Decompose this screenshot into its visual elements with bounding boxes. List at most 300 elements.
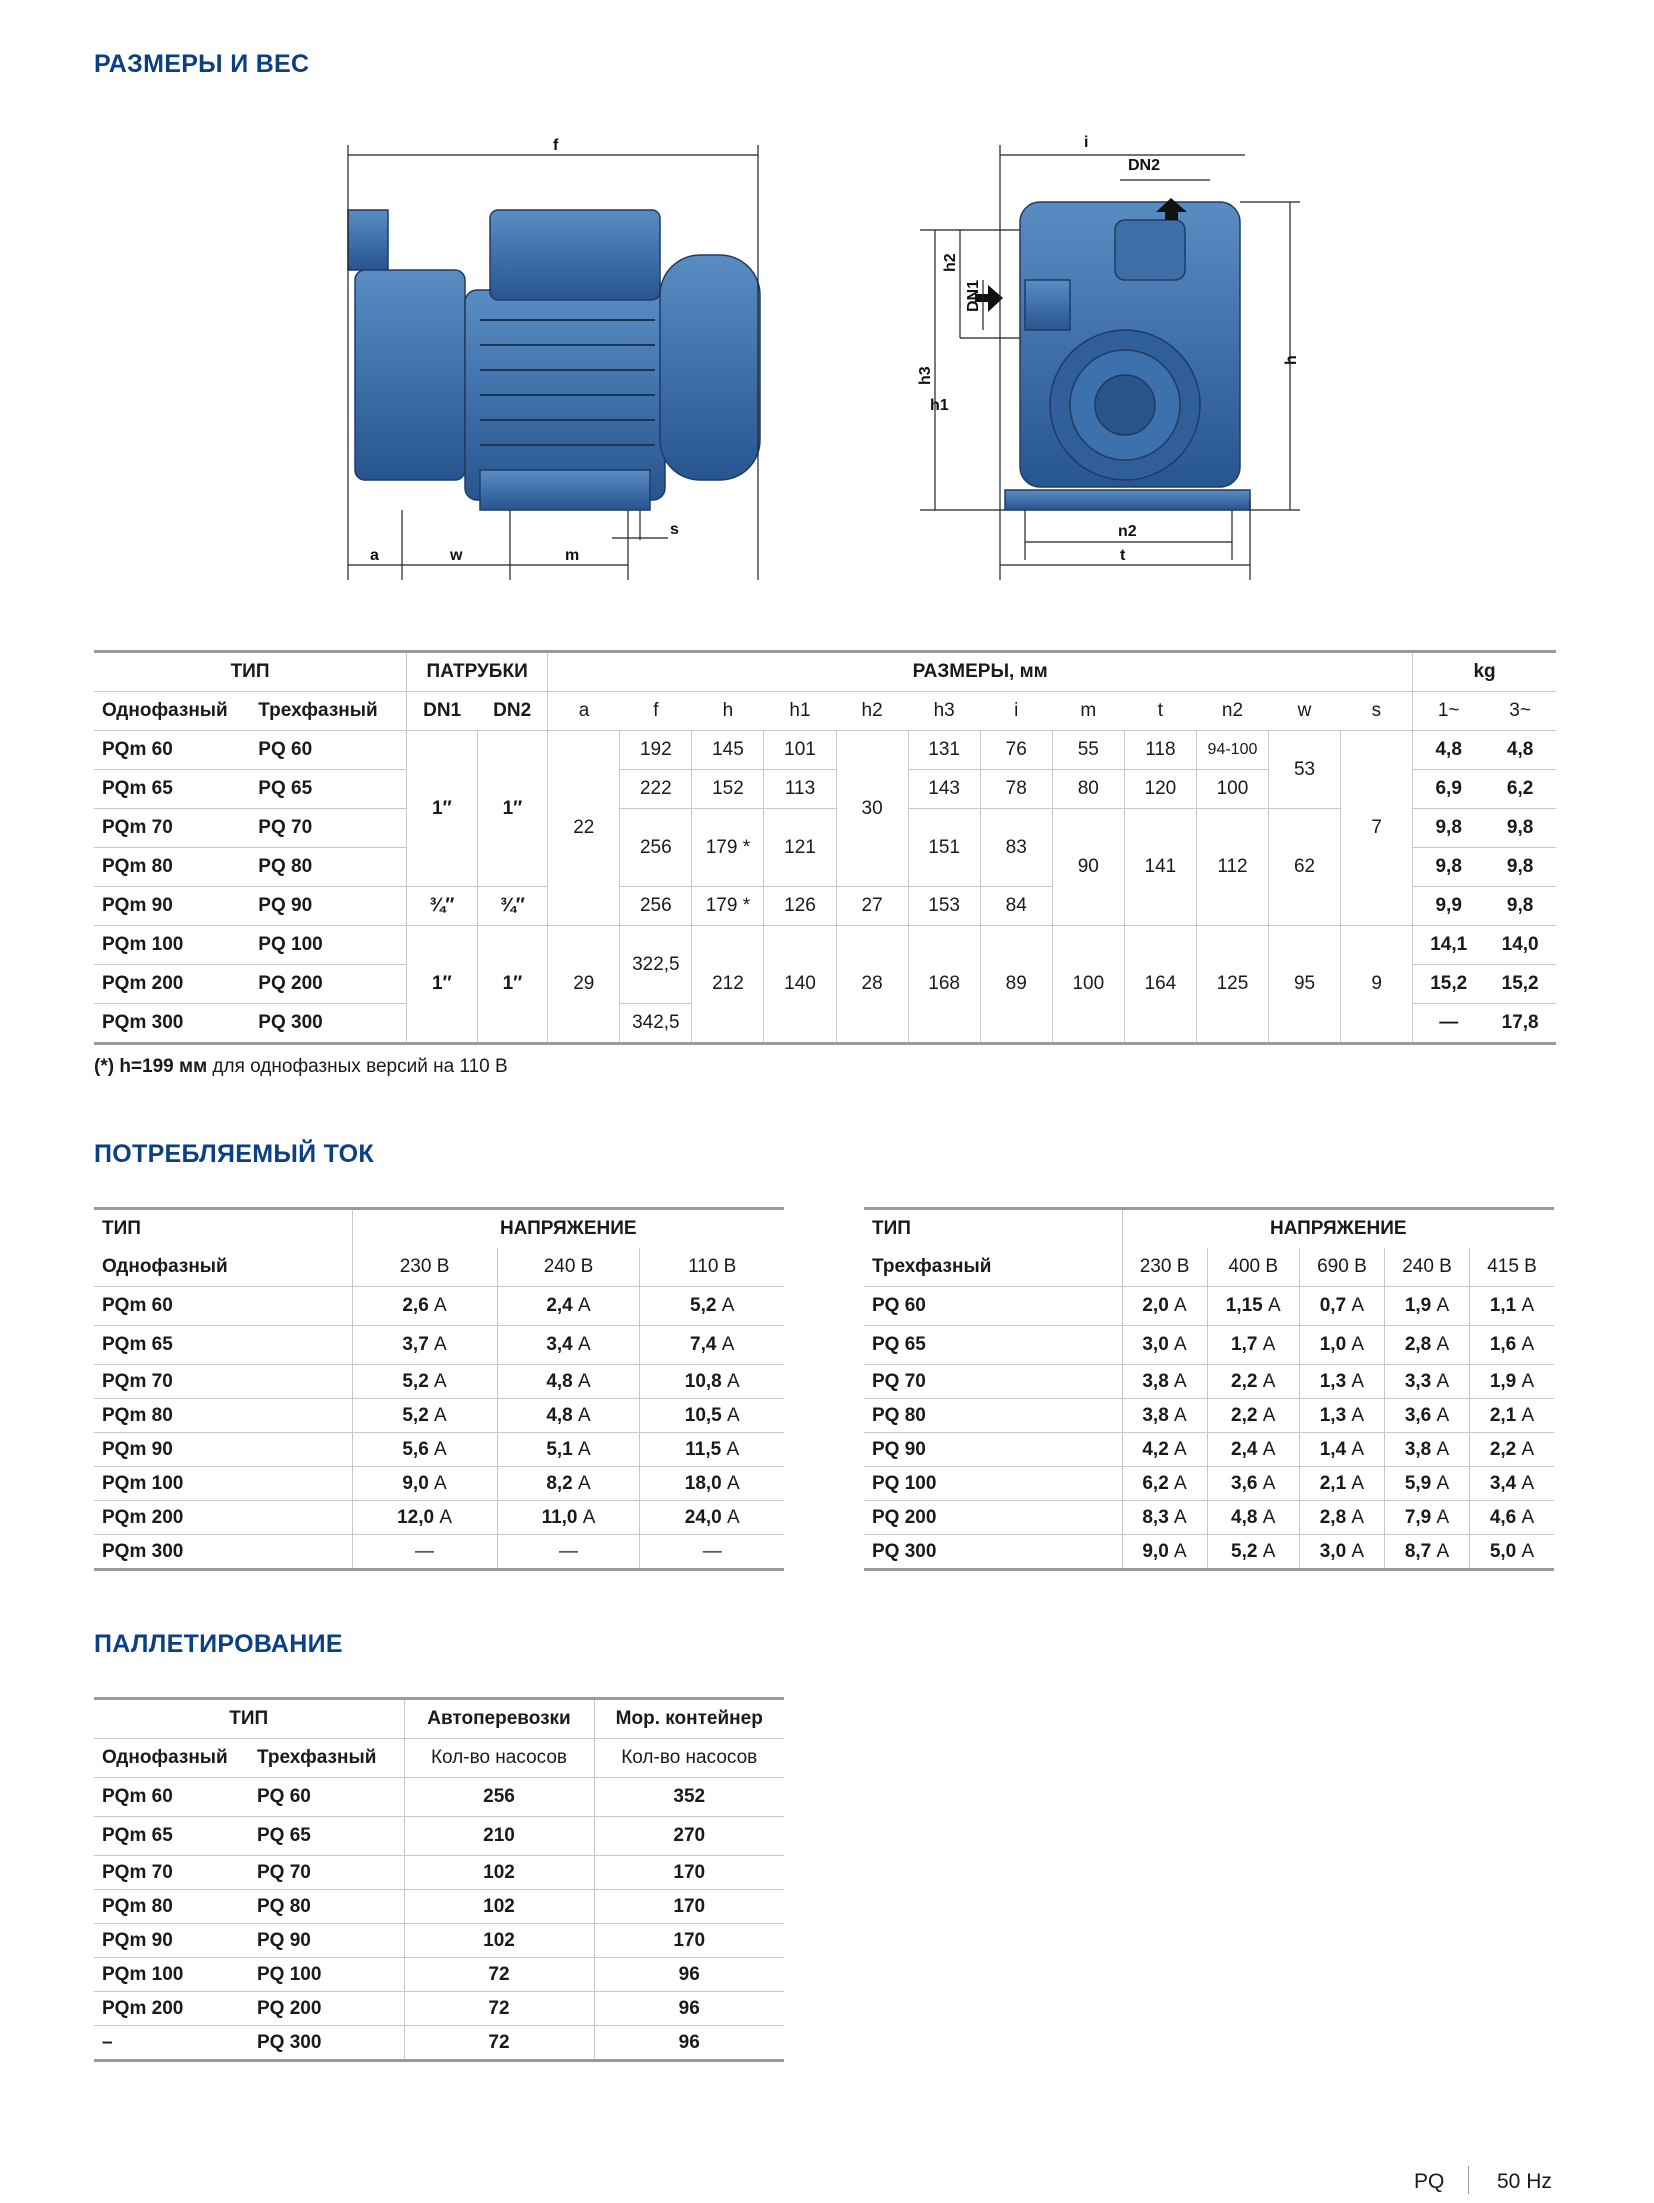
- current-value: [1299, 1287, 1384, 1326]
- kg3-value: 17,8: [1501, 1012, 1539, 1033]
- current-number: 2,2: [1231, 1370, 1258, 1392]
- current-value: [1122, 1501, 1207, 1535]
- table-row: [94, 1778, 784, 1817]
- truck-qty: 72: [404, 2026, 594, 2061]
- current-number: 4,2: [1142, 1438, 1169, 1460]
- dim-label-f: f: [553, 137, 559, 154]
- dn1-value: ¾″: [407, 887, 478, 926]
- current-value: [497, 1365, 640, 1399]
- kg1-value: 6,9: [1435, 778, 1462, 799]
- model-single: PQm 90: [102, 1929, 173, 1951]
- current-number: 12,0: [397, 1506, 435, 1528]
- current-number: 11,0: [541, 1506, 578, 1528]
- model-name: PQm 60: [102, 1295, 173, 1316]
- truck-qty: 102: [404, 1856, 594, 1890]
- dim-label-a: a: [370, 547, 379, 564]
- current-value: [1207, 1467, 1299, 1501]
- current-value: [1299, 1399, 1384, 1433]
- current-unit: А: [434, 1334, 447, 1355]
- dim-label-i: i: [1084, 134, 1089, 151]
- kg1-value: —: [1439, 1012, 1459, 1033]
- i-value: 78: [980, 770, 1052, 809]
- model-name: PQm 70: [102, 1370, 173, 1392]
- table-row: [864, 1501, 1554, 1535]
- dim-label-h3: h3: [917, 366, 934, 385]
- kg3-value: 14,0: [1501, 934, 1539, 955]
- current-number: 5,0: [1489, 1540, 1517, 1562]
- dn2-value: 1″: [477, 926, 548, 1044]
- current-value: [497, 1467, 640, 1501]
- pump-drawing: [0, 120, 1654, 720]
- current-unit: А: [578, 1370, 591, 1392]
- kg1-value: 9,8: [1435, 856, 1462, 877]
- table-row: [94, 2026, 784, 2061]
- current-value: [1207, 1501, 1299, 1535]
- current-value: [352, 1501, 497, 1535]
- current-unit: А: [1262, 1334, 1276, 1355]
- current-number: 3,0: [1142, 1334, 1169, 1355]
- dim-label-h2: h2: [942, 253, 959, 272]
- current-unit: А: [1351, 1472, 1365, 1494]
- current-number: 5,2: [402, 1370, 429, 1392]
- h-value: 152: [692, 770, 764, 809]
- current-number: 9,0: [1142, 1540, 1169, 1562]
- header-type: ТИП: [872, 1218, 911, 1239]
- current-unit: А: [1521, 1472, 1535, 1494]
- current-value: [497, 1433, 640, 1467]
- model-single: PQm 65: [102, 778, 173, 799]
- s-value: 7: [1341, 731, 1413, 926]
- header-sea: Мор. контейнер: [594, 1699, 784, 1739]
- col-h3: h3: [933, 700, 955, 721]
- col-t: t: [1157, 700, 1164, 721]
- current-number: 2,8: [1404, 1334, 1432, 1355]
- current-value: [1299, 1365, 1384, 1399]
- model-name: PQm 90: [102, 1438, 173, 1460]
- current-value: [497, 1326, 640, 1365]
- table-row: [864, 1399, 1554, 1433]
- col-i: i: [1014, 700, 1019, 721]
- current-value: [1122, 1287, 1207, 1326]
- current-unit: А: [1436, 1404, 1450, 1426]
- dim-label-dn1: DN1: [965, 279, 982, 312]
- kg1-value: 15,2: [1430, 973, 1468, 994]
- current-value: [1384, 1467, 1469, 1501]
- header-three: Трехфазный: [257, 1747, 377, 1768]
- table-row: [94, 1326, 784, 1365]
- header-dn2: DN2: [493, 700, 532, 721]
- h1-value: 101: [764, 731, 836, 770]
- current-unit: А: [1351, 1540, 1365, 1562]
- current-unit: А: [1436, 1506, 1450, 1528]
- current-number: 5,2: [690, 1295, 717, 1316]
- table-row: [864, 1467, 1554, 1501]
- dim-label-h1: h1: [930, 397, 949, 414]
- current-unit: А: [727, 1506, 740, 1528]
- header-three: Трехфазный: [258, 700, 378, 721]
- w-value: 95: [1269, 926, 1341, 1044]
- volt-col: 690 В: [1299, 1248, 1384, 1287]
- current-number: 24,0: [684, 1506, 722, 1528]
- header-kg: kg: [1413, 652, 1556, 692]
- m-value: 100: [1052, 926, 1124, 1044]
- current-number: 5,1: [546, 1438, 573, 1460]
- current-title: ПОТРЕБЛЯЕМЫЙ ТОК: [94, 1140, 374, 1168]
- current-unit: А: [726, 1438, 740, 1460]
- current-unit: А: [1436, 1370, 1450, 1392]
- model-three: PQ 100: [257, 1963, 322, 1985]
- current-unit: А: [721, 1295, 735, 1316]
- model-single: PQm 70: [102, 817, 173, 838]
- current-number: 3,7: [402, 1334, 429, 1355]
- model-single: PQm 80: [102, 856, 173, 877]
- model-name: PQ 70: [872, 1370, 926, 1392]
- current-unit: А: [1174, 1404, 1187, 1426]
- current-unit: А: [1268, 1295, 1281, 1316]
- current-unit: А: [727, 1404, 740, 1426]
- a-value: 22: [548, 731, 620, 926]
- footnote: [94, 1056, 508, 1078]
- volt-col: 110 В: [640, 1248, 784, 1287]
- sea-qty: 170: [594, 1856, 784, 1890]
- current-unit: А: [1436, 1438, 1450, 1460]
- current-unit: А: [439, 1506, 453, 1528]
- side-view: [348, 210, 760, 510]
- model-name: PQm 100: [102, 1472, 184, 1494]
- current-unit: А: [1174, 1334, 1187, 1355]
- t-value: 120: [1124, 770, 1196, 809]
- current-unit: А: [1521, 1540, 1535, 1562]
- current-value: [1122, 1535, 1207, 1570]
- current-number: 9,0: [402, 1472, 429, 1494]
- col-kg3: 3~: [1509, 700, 1531, 721]
- h-value: 179 *: [692, 887, 764, 926]
- dim-label-w: w: [450, 547, 463, 564]
- current-unit: А: [1351, 1370, 1365, 1392]
- pallet-title: ПАЛЛЕТИРОВАНИЕ: [94, 1630, 343, 1658]
- current-unit: А: [1436, 1295, 1450, 1316]
- model-single: PQm 100: [102, 934, 184, 955]
- current-unit: А: [1351, 1334, 1365, 1355]
- current-number: 2,4: [546, 1295, 573, 1316]
- sea-qty: 170: [594, 1924, 784, 1958]
- h3-value: 131: [928, 739, 960, 760]
- current-value: [1207, 1287, 1299, 1326]
- t-value: 164: [1124, 926, 1196, 1044]
- current-unit: А: [1351, 1506, 1365, 1528]
- h1-value: 113: [764, 770, 836, 809]
- kg1-value: 9,9: [1435, 895, 1462, 916]
- current-unit: А: [1521, 1438, 1535, 1460]
- i-value: 76: [980, 731, 1052, 770]
- w-value: 62: [1269, 809, 1341, 926]
- volt-col: 400 В: [1207, 1248, 1299, 1287]
- current-number: 1,15: [1225, 1295, 1263, 1316]
- current-unit: А: [434, 1472, 447, 1494]
- current-value: [1299, 1501, 1384, 1535]
- current-number: 1,4: [1319, 1438, 1347, 1460]
- current-unit: А: [578, 1438, 591, 1460]
- f-value: 342,5: [632, 1012, 680, 1033]
- model-three: PQ 200: [257, 1997, 322, 2019]
- current-value: [1470, 1287, 1554, 1326]
- current-unit: А: [1521, 1506, 1535, 1528]
- current-value: [352, 1535, 497, 1570]
- current-number: 2,0: [1142, 1295, 1169, 1316]
- col-s: s: [1371, 700, 1382, 721]
- header-truck: Автоперевозки: [404, 1699, 594, 1739]
- t-value: 141: [1124, 809, 1196, 926]
- current-number: 1,3: [1319, 1370, 1347, 1392]
- table-row: [864, 1535, 1554, 1570]
- current-number: 5,2: [402, 1404, 429, 1426]
- current-value: [1122, 1326, 1207, 1365]
- table-row: [864, 1433, 1554, 1467]
- current-unit: А: [1436, 1472, 1450, 1494]
- current-value: [1470, 1535, 1554, 1570]
- current-value: [1384, 1287, 1469, 1326]
- current-number: 4,8: [546, 1404, 573, 1426]
- current-value: [640, 1501, 784, 1535]
- current-value: [1470, 1501, 1554, 1535]
- current-number: 7,4: [690, 1334, 717, 1355]
- current-number: 1,9: [1489, 1370, 1517, 1392]
- current-value: [1122, 1467, 1207, 1501]
- current-number: 10,8: [684, 1370, 722, 1392]
- current-value: [497, 1501, 640, 1535]
- col-h1: h1: [789, 700, 811, 721]
- current-unit: А: [578, 1295, 591, 1316]
- current-value: [1384, 1433, 1469, 1467]
- m-value: 80: [1052, 770, 1124, 809]
- current-unit: А: [1262, 1370, 1276, 1392]
- dim-label-t: t: [1120, 547, 1126, 564]
- col-a: a: [548, 692, 620, 731]
- m-value: 90: [1052, 809, 1124, 926]
- current-number: 3,3: [1404, 1370, 1432, 1392]
- current-value: [1207, 1365, 1299, 1399]
- model-single: PQm 65: [102, 1825, 173, 1846]
- current-number: —: [415, 1540, 435, 1562]
- current-value: [1384, 1399, 1469, 1433]
- header-ports: ПАТРУБКИ: [407, 652, 548, 692]
- col-w: w: [1297, 700, 1312, 721]
- kg1-value: 9,8: [1435, 817, 1462, 838]
- model-name: PQm 300: [102, 1540, 184, 1562]
- current-value: [1207, 1399, 1299, 1433]
- current-value: [1299, 1433, 1384, 1467]
- current-value: [352, 1287, 497, 1326]
- col-n2: n2: [1221, 700, 1244, 721]
- current-unit: А: [1521, 1334, 1535, 1355]
- header-qty: Кол-во насосов: [594, 1739, 784, 1778]
- current-number: 5,6: [402, 1438, 429, 1460]
- a-value: 29: [548, 926, 620, 1044]
- dim-label-m: m: [565, 547, 580, 564]
- current-unit: А: [578, 1404, 591, 1426]
- dim-label-s: s: [670, 521, 679, 538]
- current-value: [1470, 1326, 1554, 1365]
- volt-col: 230 В: [1122, 1248, 1207, 1287]
- model-single: PQm 100: [102, 1963, 184, 1985]
- current-number: 1,7: [1231, 1334, 1258, 1355]
- header-voltage: НАПРЯЖЕНИЕ: [1122, 1209, 1554, 1249]
- volt-col: 240 В: [1384, 1248, 1469, 1287]
- current-number: 0,7: [1319, 1295, 1347, 1316]
- current-unit: А: [1436, 1540, 1450, 1562]
- current-value: [352, 1399, 497, 1433]
- volt-col: 230 В: [352, 1248, 497, 1287]
- table-row: [94, 1365, 784, 1399]
- table-row: [94, 1924, 784, 1958]
- model-three: PQ 300: [258, 1012, 323, 1033]
- current-number: 11,5: [685, 1438, 722, 1460]
- model-name: PQm 200: [102, 1506, 184, 1528]
- model-single: PQm 200: [102, 1997, 184, 2019]
- current-value: [497, 1287, 640, 1326]
- header-sizes: РАЗМЕРЫ, мм: [548, 652, 1413, 692]
- i-value: 84: [980, 887, 1052, 926]
- current-number: 3,6: [1404, 1404, 1432, 1426]
- current-value: [1384, 1535, 1469, 1570]
- model-three: PQ 70: [258, 817, 313, 838]
- n2-value: 112: [1196, 809, 1268, 926]
- model-three: PQ 90: [257, 1929, 311, 1951]
- model-name: PQ 90: [872, 1438, 926, 1460]
- table-row: [94, 1817, 784, 1856]
- truck-qty: 210: [404, 1817, 594, 1856]
- current-value: [1299, 1467, 1384, 1501]
- current-unit: А: [1351, 1438, 1365, 1460]
- current-number: 3,0: [1319, 1540, 1347, 1562]
- current-unit: А: [1351, 1295, 1365, 1316]
- current-number: —: [702, 1540, 722, 1562]
- table-row: [94, 1501, 784, 1535]
- h3-value: 143: [908, 770, 980, 809]
- current-single-table: [94, 1207, 784, 1571]
- current-unit: А: [1174, 1438, 1187, 1460]
- s-value: 9: [1341, 926, 1413, 1044]
- model-three: PQ 80: [257, 1895, 311, 1917]
- truck-qty: 72: [404, 1992, 594, 2026]
- table-row: [94, 1992, 784, 2026]
- col-m: m: [1080, 700, 1097, 721]
- header-three: Трехфазный: [872, 1256, 992, 1277]
- n2-value: 100: [1196, 770, 1268, 809]
- model-three: PQ 60: [258, 739, 313, 760]
- current-unit: А: [434, 1404, 447, 1426]
- model-single: –: [102, 2031, 113, 2053]
- current-value: [640, 1535, 784, 1570]
- model-three: PQ 300: [257, 2031, 322, 2053]
- f-value: 192: [620, 731, 692, 770]
- current-value: [1470, 1365, 1554, 1399]
- current-number: 3,6: [1231, 1472, 1258, 1494]
- kg3-value: 9,8: [1506, 817, 1534, 838]
- current-number: 4,8: [546, 1370, 573, 1392]
- volt-col: 240 В: [497, 1248, 640, 1287]
- sea-qty: 170: [594, 1890, 784, 1924]
- h3-value: 151: [908, 809, 980, 887]
- f-value: 322,5: [620, 926, 692, 1004]
- current-number: 8,7: [1404, 1540, 1432, 1562]
- t-value: 118: [1124, 731, 1196, 770]
- current-value: [1384, 1501, 1469, 1535]
- current-unit: А: [727, 1472, 740, 1494]
- f-value: 256: [620, 887, 692, 926]
- current-value: [1470, 1399, 1554, 1433]
- truck-qty: 102: [404, 1890, 594, 1924]
- current-number: 2,4: [1231, 1438, 1258, 1460]
- table-row: [94, 1890, 784, 1924]
- current-value: [1207, 1326, 1299, 1365]
- current-number: 8,2: [546, 1472, 573, 1494]
- col-h: h: [722, 700, 734, 721]
- current-number: 5,2: [1231, 1540, 1258, 1562]
- h1-value: 126: [764, 887, 836, 926]
- current-value: [1384, 1365, 1469, 1399]
- dn2-value: ¾″: [477, 887, 548, 926]
- current-value: [1470, 1433, 1554, 1467]
- current-number: 2,2: [1489, 1438, 1517, 1460]
- current-unit: А: [1262, 1472, 1276, 1494]
- model-three: PQ 200: [258, 973, 323, 994]
- dn1-value: 1″: [407, 731, 478, 887]
- current-value: [1122, 1399, 1207, 1433]
- model-three: PQ 80: [258, 856, 313, 877]
- current-unit: А: [1174, 1540, 1187, 1562]
- current-unit: А: [582, 1506, 596, 1528]
- current-unit: А: [578, 1472, 591, 1494]
- model-three: PQ 65: [257, 1825, 311, 1846]
- h3-value: 153: [908, 887, 980, 926]
- current-value: [352, 1467, 497, 1501]
- truck-qty: 72: [404, 1958, 594, 1992]
- h-value: 179 *: [692, 809, 764, 887]
- current-value: [352, 1365, 497, 1399]
- table-row: [864, 1287, 1554, 1326]
- current-three-table: [864, 1207, 1554, 1571]
- kg3-value: 9,8: [1506, 856, 1534, 877]
- current-unit: А: [1521, 1404, 1535, 1426]
- dim-label-n2: n2: [1118, 523, 1137, 540]
- current-value: [352, 1433, 497, 1467]
- model-single: PQm 90: [102, 895, 173, 916]
- current-value: [640, 1433, 784, 1467]
- footer-series: PQ: [1414, 2170, 1445, 2193]
- model-name: PQ 80: [872, 1404, 926, 1426]
- h1-value: 140: [764, 926, 836, 1044]
- header-voltage: НАПРЯЖЕНИЕ: [352, 1209, 784, 1249]
- current-number: 3,8: [1404, 1438, 1432, 1460]
- table-row: [94, 1399, 784, 1433]
- kg3-value: 9,8: [1506, 895, 1534, 916]
- table-row: [94, 1433, 784, 1467]
- current-value: [640, 1467, 784, 1501]
- current-number: 7,9: [1404, 1506, 1432, 1528]
- header-single: Однофазный: [102, 1747, 228, 1768]
- model-name: PQm 80: [102, 1404, 173, 1426]
- i-value: 89: [980, 926, 1052, 1044]
- current-value: [640, 1287, 784, 1326]
- table-row: [864, 1326, 1554, 1365]
- model-name: PQm 65: [102, 1334, 173, 1355]
- f-value: 256: [620, 809, 692, 887]
- current-number: 2,1: [1489, 1404, 1517, 1426]
- current-unit: А: [1521, 1370, 1535, 1392]
- model-three: PQ 65: [258, 778, 313, 799]
- sea-qty: 96: [594, 2026, 784, 2061]
